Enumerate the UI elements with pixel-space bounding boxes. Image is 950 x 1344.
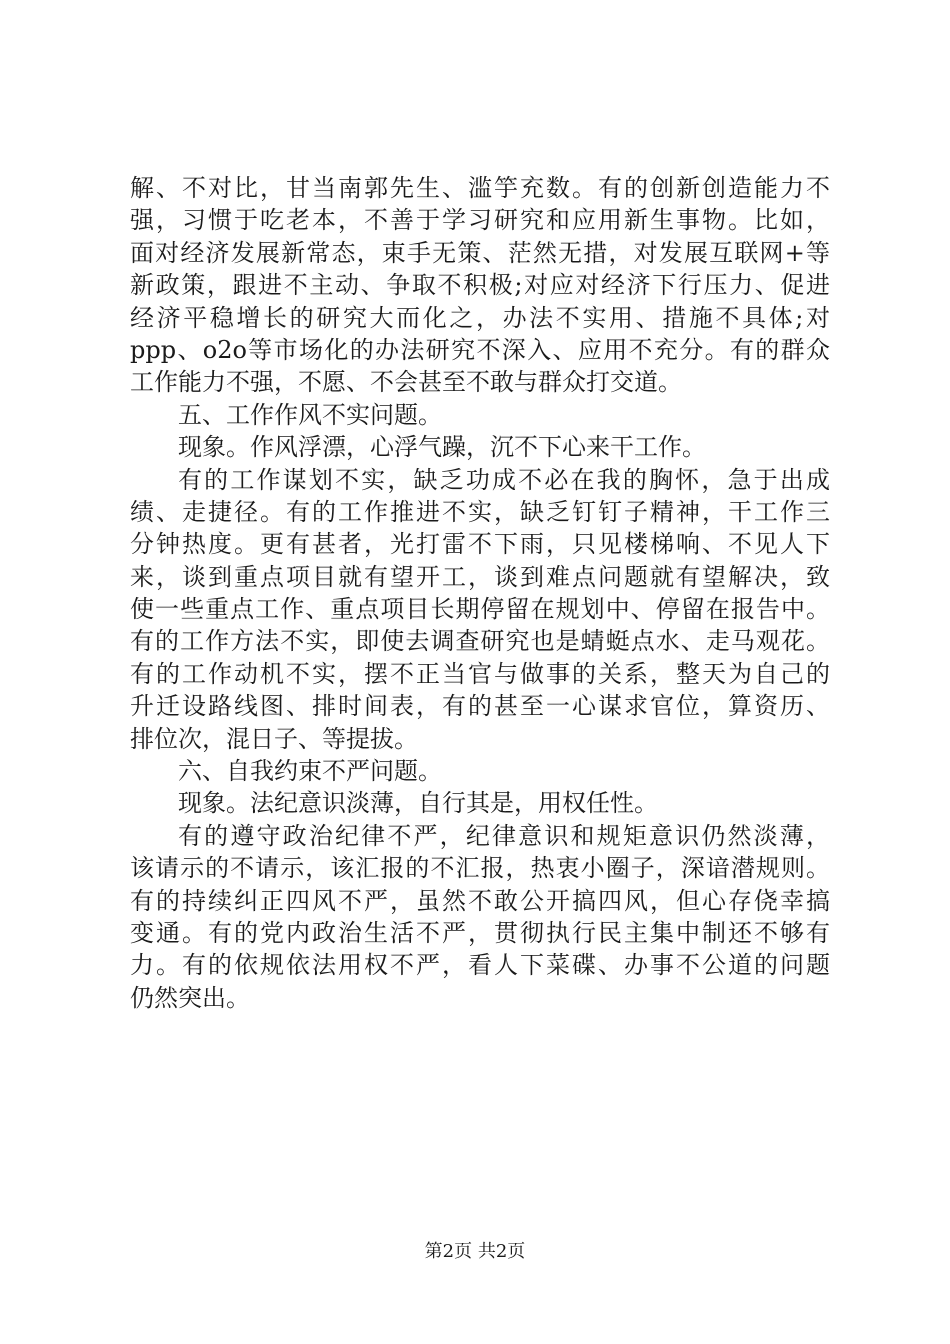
text-line: 有的工作动机不实，摆不正当官与做事的关系，整天为自己的 bbox=[130, 659, 830, 688]
text-line: 强，习惯于吃老本，不善于学习研究和应用新生事物。比如， bbox=[130, 206, 830, 235]
text-line: 分钟热度。更有甚者，光打雷不下雨，只见楼梯响、不见人下 bbox=[130, 530, 830, 559]
text-line: 升迁设路线图、排时间表，有的甚至一心谋求官位，算资历、 bbox=[130, 692, 830, 721]
page-footer: 第2页 共2页 bbox=[424, 1241, 526, 1262]
text-line: 经济平稳增长的研究大而化之，办法不实用、措施不具体;对 bbox=[130, 303, 830, 332]
text-line: 有的工作谋划不实，缺乏功成不必在我的胸怀，急于出成 bbox=[178, 465, 830, 494]
text-line: 现象。作风浮漂，心浮气躁，沉不下心来干工作。 bbox=[178, 433, 706, 462]
section-heading: 六、自我约束不严问题。 bbox=[178, 757, 442, 786]
section-heading: 五、工作作风不实问题。 bbox=[178, 400, 442, 429]
text-line: 来，谈到重点项目就有望开工，谈到难点问题就有望解决，致 bbox=[130, 562, 830, 591]
text-line: 变通。有的党内政治生活不严，贯彻执行民主集中制还不够有 bbox=[130, 918, 830, 947]
text-line: 解、不对比，甘当南郭先生、滥竽充数。有的创新创造能力不 bbox=[130, 174, 830, 202]
text-line: 使一些重点工作、重点项目长期停留在规划中、停留在报告中。 bbox=[130, 595, 830, 624]
text-line: 绩、走捷径。有的工作推进不实，缺乏钉钉子精神，干工作三 bbox=[130, 497, 830, 526]
text-line: 有的工作方法不实，即使去调查研究也是蜻蜓点水、走马观花。 bbox=[130, 627, 830, 656]
text-line: 力。有的依规依法用权不严，看人下菜碟、办事不公道的问题 bbox=[130, 951, 830, 980]
text-line: 有的遵守政治纪律不严，纪律意识和规矩意识仍然淡薄， bbox=[178, 821, 830, 850]
text-line: 该请示的不请示，该汇报的不汇报，热衷小圈子，深谙潜规则。 bbox=[130, 854, 830, 883]
body-text bbox=[130, 172, 830, 1014]
text-line: 排位次，混日子、等提拔。 bbox=[130, 724, 418, 753]
text-line: 仍然突出。 bbox=[130, 983, 250, 1012]
text-line: 新政策，跟进不主动、争取不积极;对应对经济下行压力、促进 bbox=[130, 271, 830, 300]
text-line: 工作能力不强，不愿、不会甚至不敢与群众打交道。 bbox=[130, 368, 682, 397]
text-line: 有的持续纠正四风不严，虽然不敢公开搞四风，但心存侥幸搞 bbox=[130, 886, 830, 915]
text-line: ppp、o2o等市场化的办法研究不深入、应用不充分。有的群众 bbox=[130, 335, 830, 364]
text-line: 现象。法纪意识淡薄，自行其是，用权任性。 bbox=[178, 789, 658, 818]
text-line: 面对经济发展新常态，束手无策、茫然无措，对发展互联网+等 bbox=[130, 238, 830, 267]
